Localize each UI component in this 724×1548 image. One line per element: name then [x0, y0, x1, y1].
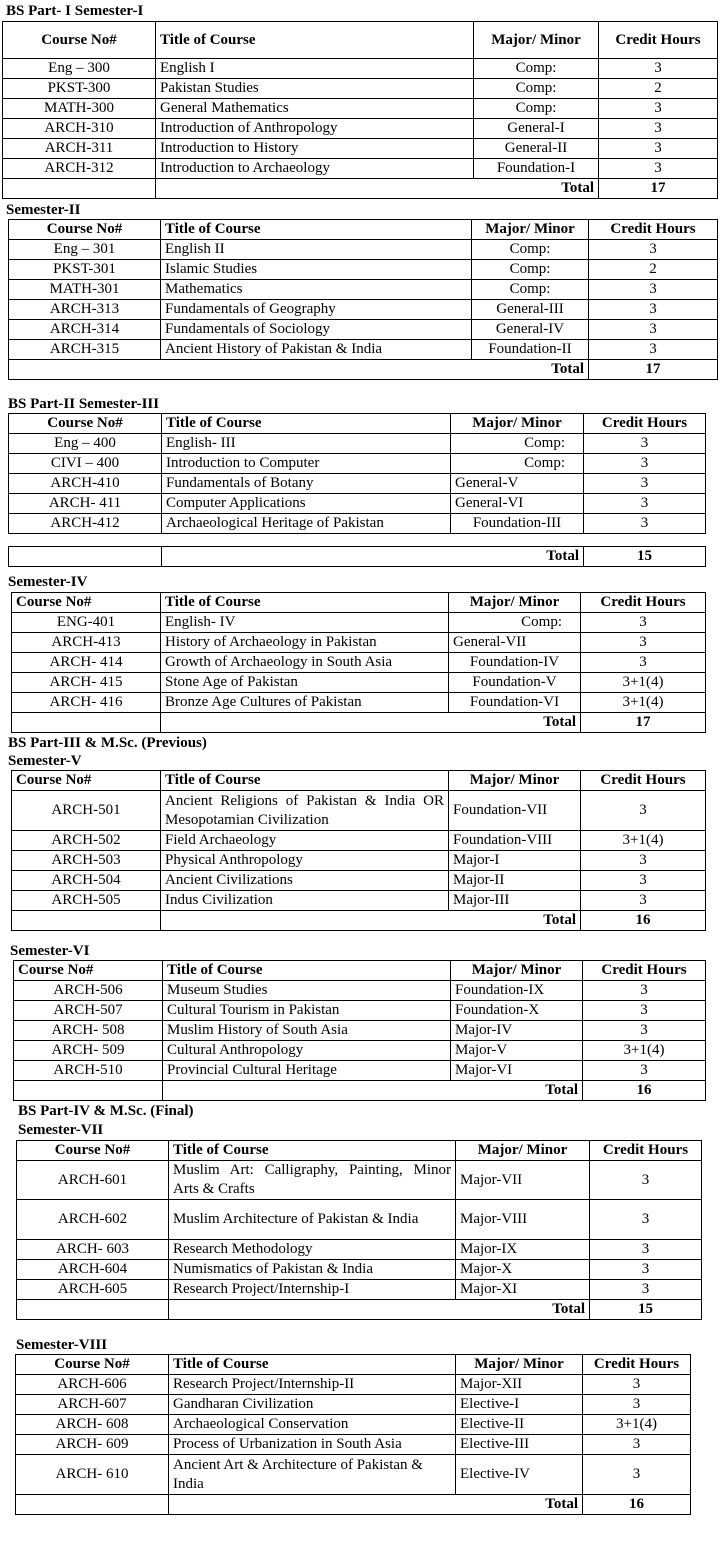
header-credit-hours: Credit Hours: [599, 22, 718, 59]
table-row: ARCH-605 Research Project/Internship-I Major-XI 3: [17, 1280, 702, 1300]
section-title: BS Part- I Semester-I: [6, 3, 144, 19]
table-row: ARCH-312 Introduction to Archaeology Foundation-I 3: [3, 159, 718, 179]
table-row: ARCH-506 Museum Studies Foundation-IX 3: [14, 981, 706, 1001]
total-value: 15: [584, 547, 706, 567]
header-course-no: Course No#: [9, 414, 162, 434]
total-value: 15: [590, 1300, 702, 1320]
total-label: Total: [163, 1081, 583, 1101]
course-table-semester-3: [8, 413, 706, 567]
section-title: Semester-IV: [8, 574, 88, 590]
header-title: Title of Course: [161, 593, 449, 613]
header-title: Title of Course: [162, 414, 451, 434]
header-credit-hours: Credit Hours: [581, 593, 706, 613]
table-row: ARCH- 609 Process of Urbanization in South Asia Elective-III 3: [16, 1435, 691, 1455]
table-row: ARCH-412 Archaeological Heritage of Pakistan Foundation-III 3: [9, 514, 706, 534]
total-row: [14, 1081, 706, 1101]
table-row: PKST-301 Islamic Studies Comp: 2: [9, 260, 718, 280]
part-title: BS Part-III & M.Sc. (Previous): [8, 735, 207, 751]
header-title: Title of Course: [156, 22, 474, 59]
header-credit-hours: Credit Hours: [584, 414, 706, 434]
header-course-no: Course No#: [16, 1355, 169, 1375]
header-course-no: Course No#: [12, 771, 161, 791]
table-row: ARCH-507 Cultural Tourism in Pakistan Foundation-X 3: [14, 1001, 706, 1021]
table-row: ARCH-602 Muslim Architecture of Pakistan & India Major-VIII 3: [17, 1200, 702, 1240]
header-title: Title of Course: [161, 220, 472, 240]
course-table-semester-5: [11, 770, 706, 931]
header-major-minor: Major/ Minor: [449, 593, 581, 613]
table-row: ARCH-313 Fundamentals of Geography General-III 3: [9, 300, 718, 320]
section-title: Semester-VIII: [16, 1337, 108, 1353]
total-row: [12, 713, 706, 733]
total-label: Total: [156, 179, 599, 199]
total-row: [16, 1495, 691, 1515]
table-row: ARCH-311 Introduction to History General-II 3: [3, 139, 718, 159]
total-row: [17, 1300, 702, 1320]
header-credit-hours: Credit Hours: [589, 220, 718, 240]
header-major-minor: Major/ Minor: [451, 961, 583, 981]
table-row: ARCH-503 Physical Anthropology Major-I 3: [12, 851, 706, 871]
table-row: PKST-300 Pakistan Studies Comp: 2: [3, 79, 718, 99]
total-value: 17: [581, 713, 706, 733]
header-course-no: Course No#: [3, 22, 156, 59]
table-row: Eng – 400 English- III Comp: 3: [9, 434, 706, 454]
header-course-no: Course No#: [12, 593, 161, 613]
total-value: 17: [589, 360, 718, 380]
total-label: Total: [161, 911, 581, 931]
table-row: ARCH-510 Provincial Cultural Heritage Major-VI 3: [14, 1061, 706, 1081]
table-row: ARCH-501 Ancient Religions of Pakistan & India OR Mesopotamian Civilization Foundation-VII 3: [12, 791, 706, 831]
table-row: CIVI – 400 Introduction to Computer Comp: 3: [9, 454, 706, 474]
section-title: Semester-VII: [18, 1122, 104, 1138]
course-table-semester-7: [16, 1140, 702, 1320]
total-value: 16: [583, 1081, 706, 1101]
header-major-minor: Major/ Minor: [449, 771, 581, 791]
table-row: ARCH- 416 Bronze Age Cultures of Pakistan Foundation-VI 3+1(4): [12, 693, 706, 713]
table-row: ARCH-504 Ancient Civilizations Major-II 3: [12, 871, 706, 891]
table-row: ARCH- 608 Archaeological Conservation Elective-II 3+1(4): [16, 1415, 691, 1435]
table-row: ARCH- 415 Stone Age of Pakistan Foundation-V 3+1(4): [12, 673, 706, 693]
table-row: ARCH-310 Introduction of Anthropology General-I 3: [3, 119, 718, 139]
total-row: [12, 911, 706, 931]
table-row: ARCH- 411 Computer Applications General-VI 3: [9, 494, 706, 514]
header-major-minor: Major/ Minor: [456, 1355, 583, 1375]
total-value: 16: [583, 1495, 691, 1515]
total-label: Total: [162, 547, 584, 567]
table-row: ARCH-601 Muslim Art: Calligraphy, Painting, Minor Arts & Crafts Major-VII 3: [17, 1161, 702, 1200]
header-title: Title of Course: [169, 1355, 456, 1375]
total-value: 17: [599, 179, 718, 199]
course-table-semester-8: [15, 1354, 691, 1515]
table-row: ARCH-314 Fundamentals of Sociology General-IV 3: [9, 320, 718, 340]
course-table-semester-6: [13, 960, 706, 1101]
course-table-semester-1: [2, 21, 718, 199]
section-title: BS Part-II Semester-III: [8, 396, 160, 412]
table-row: ARCH-410 Fundamentals of Botany General-V 3: [9, 474, 706, 494]
header-credit-hours: Credit Hours: [583, 961, 706, 981]
header-credit-hours: Credit Hours: [581, 771, 706, 791]
table-row: ARCH-413 History of Archaeology in Pakistan General-VII 3: [12, 633, 706, 653]
table-row: ARCH-604 Numismatics of Pakistan & India Major-X 3: [17, 1260, 702, 1280]
header-major-minor: Major/ Minor: [474, 22, 599, 59]
table-row: Eng – 300 English I Comp: 3: [3, 59, 718, 79]
course-table-semester-2: [8, 219, 718, 380]
header-major-minor: Major/ Minor: [456, 1141, 590, 1161]
header-course-no: Course No#: [9, 220, 161, 240]
header-title: Title of Course: [161, 771, 449, 791]
table-row: ARCH-606 Research Project/Internship-II Major-XII 3: [16, 1375, 691, 1395]
header-credit-hours: Credit Hours: [583, 1355, 691, 1375]
header-credit-hours: Credit Hours: [590, 1141, 702, 1161]
section-title: Semester-II: [6, 202, 81, 218]
table-row: ENG-401 English- IV Comp: 3: [12, 613, 706, 633]
table-row: MATH-300 General Mathematics Comp: 3: [3, 99, 718, 119]
table-row: Eng – 301 English II Comp: 3: [9, 240, 718, 260]
total-label: Total: [169, 1300, 590, 1320]
header-course-no: Course No#: [14, 961, 163, 981]
table-row: ARCH- 509 Cultural Anthropology Major-V 3+1(4): [14, 1041, 706, 1061]
total-label: Total: [169, 1495, 583, 1515]
total-label: Total: [161, 360, 589, 380]
header-title: Title of Course: [163, 961, 451, 981]
header-major-minor: Major/ Minor: [472, 220, 589, 240]
table-row: ARCH-502 Field Archaeology Foundation-VIII 3+1(4): [12, 831, 706, 851]
table-row: ARCH-607 Gandharan Civilization Elective-I 3: [16, 1395, 691, 1415]
table-row: ARCH- 508 Muslim History of South Asia Major-IV 3: [14, 1021, 706, 1041]
header-title: Title of Course: [169, 1141, 456, 1161]
table-row: ARCH-315 Ancient History of Pakistan & India Foundation-II 3: [9, 340, 718, 360]
header-course-no: Course No#: [17, 1141, 169, 1161]
part-title: BS Part-IV & M.Sc. (Final): [18, 1103, 194, 1119]
total-row: [9, 360, 718, 380]
total-row: [3, 179, 718, 199]
table-row: MATH-301 Mathematics Comp: 3: [9, 280, 718, 300]
total-value: 16: [581, 911, 706, 931]
header-major-minor: Major/ Minor: [451, 414, 584, 434]
section-title: Semester-V: [8, 753, 82, 769]
table-row: ARCH- 414 Growth of Archaeology in South Asia Foundation-IV 3: [12, 653, 706, 673]
table-row: ARCH- 610 Ancient Art & Architecture of Pakistan & India Elective-IV 3: [16, 1455, 691, 1495]
total-label: Total: [161, 713, 581, 733]
table-row: ARCH- 603 Research Methodology Major-IX 3: [17, 1240, 702, 1260]
course-table-semester-4: [11, 592, 706, 733]
table-row: ARCH-505 Indus Civilization Major-III 3: [12, 891, 706, 911]
total-row: [9, 547, 706, 567]
section-title: Semester-VI: [10, 943, 90, 959]
